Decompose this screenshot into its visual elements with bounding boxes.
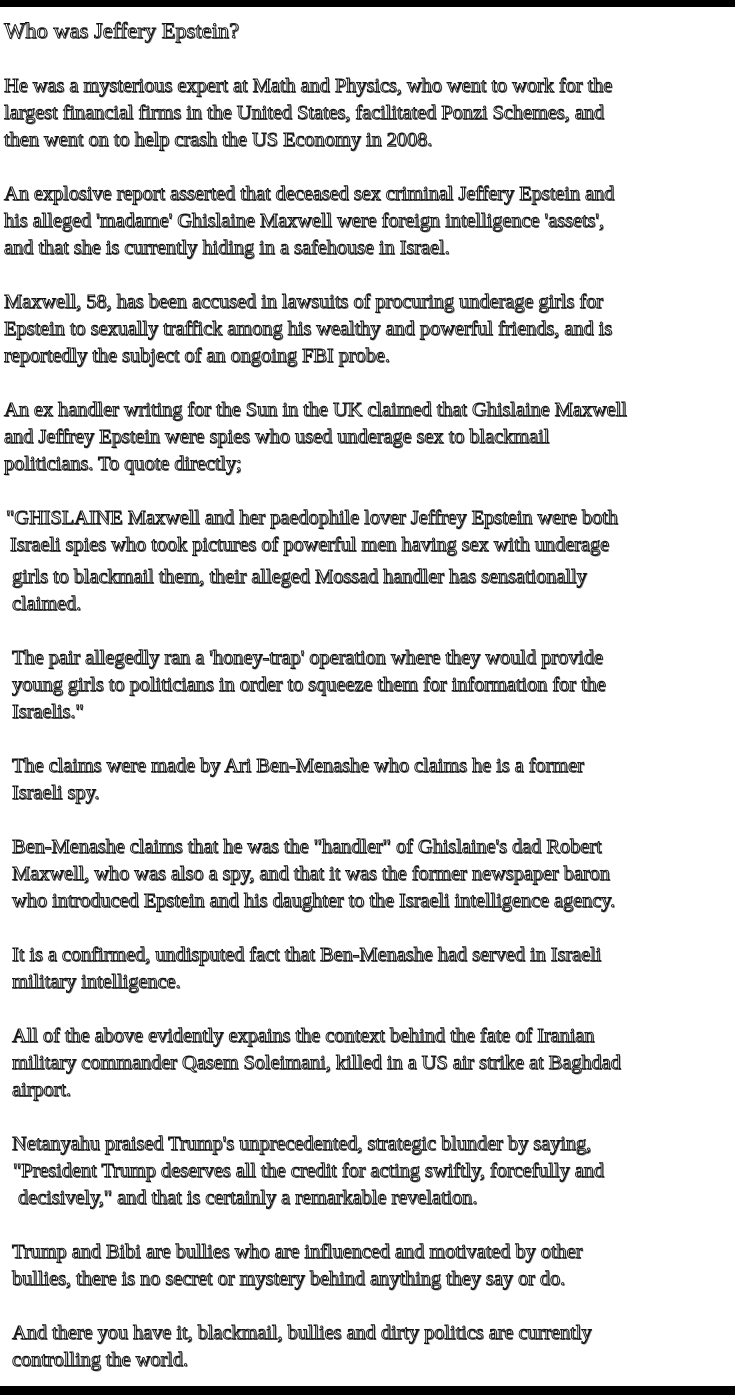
text-line: and that she is currently hiding in a safehouse in Israel. — [4, 237, 450, 259]
text-line: reportedly the subject of an ongoing FBI probe. — [4, 345, 390, 367]
text-line: military commander Qasem Soleimani, killed in a US air strike at Baghdad — [12, 1052, 621, 1074]
text-line: airport. — [12, 1079, 71, 1101]
text-line: Israeli spy. — [12, 782, 100, 804]
text-line: and Jeffrey Epstein were spies who used underage sex to blackmail — [4, 426, 550, 448]
bottom-border-bar — [0, 1386, 735, 1395]
text-line: And there you have it, blackmail, bullies and dirty politics are currently — [12, 1322, 592, 1344]
text-line: largest financial firms in the United States, facilitated Ponzi Schemes, and — [4, 102, 605, 124]
text-line: politicians. To quote directly; — [4, 453, 242, 475]
text-line: The pair allegedly ran a 'honey-trap' operation where they would provide — [12, 647, 604, 669]
text-line: Israeli spies who took pictures of powerful men having sex with underage — [10, 534, 610, 556]
text-line: All of the above evidently expains the context behind the fate of Iranian — [12, 1025, 595, 1047]
text-line: controlling the world. — [12, 1349, 189, 1371]
text-line: then went on to help crash the US Economy in 2008. — [4, 129, 433, 151]
text-line: military intelligence. — [12, 971, 181, 993]
text-line: young girls to politicians in order to squeeze them for information for the — [12, 674, 606, 696]
document-title: Who was Jeffery Epstein? — [4, 18, 240, 43]
text-line: Ben-Menashe claims that he was the "handler" of Ghislaine's dad Robert — [12, 836, 602, 858]
text-line: An explosive report asserted that deceased sex criminal Jeffery Epstein and — [4, 183, 615, 205]
text-line: "GHISLAINE Maxwell and her paedophile lover Jeffrey Epstein were both — [6, 507, 618, 529]
text-line: who introduced Epstein and his daughter to the Israeli intelligence agency. — [12, 890, 616, 912]
text-line: The claims were made by Ari Ben-Menashe who claims he is a former — [12, 755, 584, 777]
text-line: He was a mysterious expert at Math and Physics, who went to work for the — [4, 75, 613, 97]
text-line: Epstein to sexually traffick among his wealthy and powerful friends, and is — [4, 318, 613, 340]
text-line: It is a confirmed, undisputed fact that Ben-Menashe had served in Israeli — [12, 944, 602, 966]
text-line: An ex handler writing for the Sun in the UK claimed that Ghislaine Maxwell — [4, 399, 627, 421]
text-line: his alleged 'madame' Ghislaine Maxwell were foreign intelligence 'assets', — [4, 210, 604, 232]
text-line: claimed. — [12, 593, 82, 615]
text-line: Netanyahu praised Trump's unprecedented, strategic blunder by saying, — [12, 1133, 592, 1155]
text-line: bullies, there is no secret or mystery behind anything they say or do. — [12, 1268, 566, 1290]
top-border-bar — [0, 0, 735, 7]
text-line: Maxwell, who was also a spy, and that it was the former newspaper baron — [12, 863, 610, 885]
text-line: Maxwell, 58, has been accused in lawsuits of procuring underage girls for — [4, 291, 603, 313]
text-line: decisively," and that is certainly a remarkable revelation. — [18, 1187, 478, 1209]
text-line: Israelis." — [12, 701, 84, 723]
text-line: Trump and Bibi are bullies who are influenced and motivated by other — [12, 1241, 583, 1263]
text-line: girls to blackmail them, their alleged Mossad handler has sensationally — [12, 566, 587, 588]
text-line: "President Trump deserves all the credit for acting swiftly, forcefully and — [13, 1160, 605, 1182]
